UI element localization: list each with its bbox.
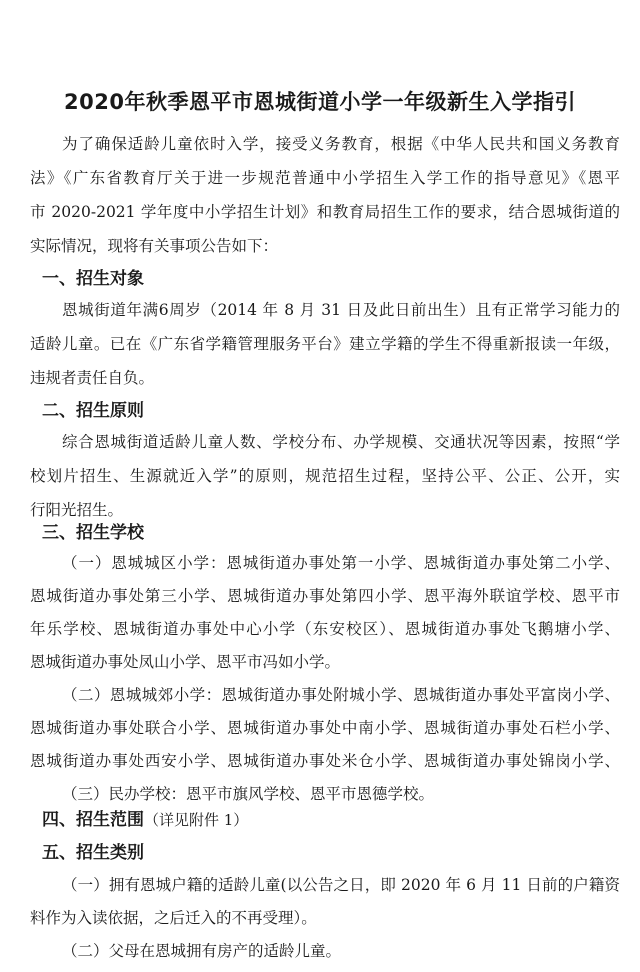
s2-line-2: 校划片招生、生源就近入学”的原则，规范招生过程，坚持公平、公正、公开，实 [30,467,620,485]
intro-line-1: 为了确保适龄儿童依时入学，接受义务教育，根据《中华人民共和国义务教育 [62,135,620,153]
s5-line-3: （二）父母在恩城拥有房产的适龄儿童。 [62,942,342,960]
section-heading-1: 一、招生对象 [42,269,144,289]
s1-line-3: 违规者责任自负。 [30,369,155,387]
section-heading-2: 二、招生原则 [42,401,144,421]
intro-line-2: 法》《广东省教育厅关于进一步规范普通中小学招生入学工作的指导意见》《恩平 [30,169,620,187]
s3-suburb-line-3: 恩城街道办事处西安小学、恩城街道办事处米仓小学、恩城街道办事处锦岗小学、 [30,752,620,770]
s3-urban-line-3: 年乐学校、恩城街道办事处中心小学（东安校区）、恩城街道办事处飞鹅塘小学、 [30,620,620,638]
s2-line-1: 综合恩城街道适龄儿童人数、学校分布、办学规模、交通状况等因素，按照“学 [62,433,620,451]
intro-line-3: 市 2020-2021 学年度中小学招生计划》和教育局招生工作的要求，结合恩城街道的 [30,203,620,221]
intro-line-4: 实际情况，现将有关事项公告如下： [30,237,279,255]
section-heading-4-title: 四、招生范围 [42,810,144,830]
s3-suburb-line-1: （二）恩城城郊小学：恩城街道办事处附城小学、恩城街道办事处平富岗小学、 [62,686,620,704]
section-heading-5: 五、招生类别 [42,843,144,863]
s3-private-line: （三）民办学校：恩平市旗风学校、恩平市恩德学校。 [62,785,435,803]
s3-urban-line-2: 恩城街道办事处第三小学、恩城街道办事处第四小学、恩平海外联谊学校、恩平市 [30,587,620,605]
s3-urban-line-4: 恩城街道办事处凤山小学、恩平市冯如小学。 [30,653,341,671]
s2-line-3: 行阳光招生。 [30,501,124,519]
s1-line-1: 恩城街道年满6周岁（2014 年 8 月 31 日及此日前出生）且有正常学习能力的 [62,301,620,319]
s5-line-1: （一）拥有恩城户籍的适龄儿童(以公告之日，即 2020 年 6 月 11 日前的户籍资 [62,876,620,894]
appendix-note: （详见附件 1） [144,811,249,829]
page-title: 2020年秋季恩平市恩城街道小学一年级新生入学指引 [64,90,576,114]
s1-line-2: 适龄儿童。已在《广东省学籍管理服务平台》建立学籍的学生不得重新报读一年级， [30,335,620,353]
section-heading-4 [42,805,248,830]
s3-urban-line-1: （一）恩城城区小学：恩城街道办事处第一小学、恩城街道办事处第二小学、 [62,554,620,572]
s3-suburb-line-2: 恩城街道办事处联合小学、恩城街道办事处中南小学、恩城街道办事处石栏小学、 [30,719,620,737]
s5-line-2: 料作为入读依据，之后迁入的不再受理）。 [30,909,317,927]
section-heading-3: 三、招生学校 [42,523,144,543]
